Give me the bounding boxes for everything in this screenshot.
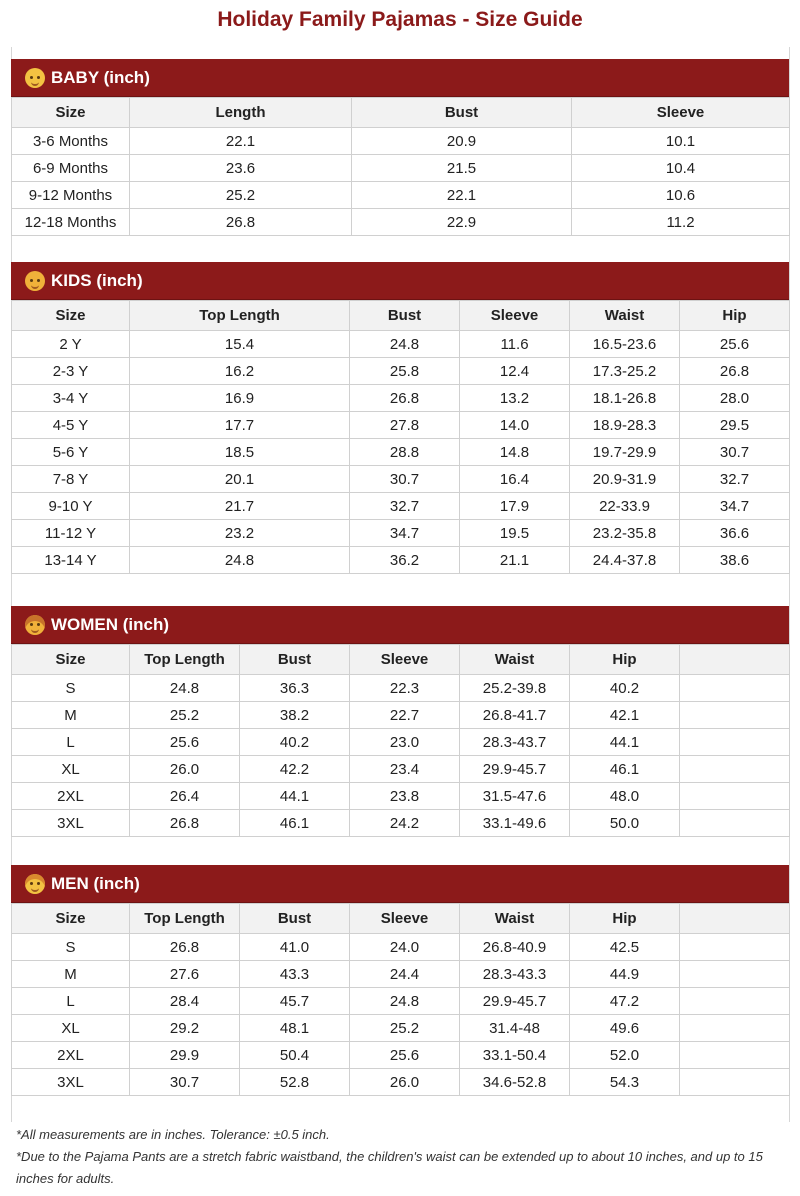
measurement-cell: 24.4-37.8 xyxy=(570,547,680,574)
measurement-cell: 52.8 xyxy=(240,1069,350,1096)
women-header-row xyxy=(12,645,790,675)
table-row xyxy=(12,547,790,574)
measurement-cell: 24.2 xyxy=(350,810,460,837)
table-row xyxy=(12,729,790,756)
measurement-cell: 48.1 xyxy=(240,1015,350,1042)
table-row xyxy=(12,810,790,837)
measurement-cell: 41.0 xyxy=(240,934,350,961)
page-title: Holiday Family Pajamas - Size Guide xyxy=(217,8,583,31)
table-row xyxy=(12,493,790,520)
measurement-cell: 32.7 xyxy=(350,493,460,520)
table-row xyxy=(12,412,790,439)
column-header: Length xyxy=(130,98,352,128)
kids-size-table xyxy=(11,300,790,574)
column-header: Waist xyxy=(570,301,680,331)
measurement-cell: 49.6 xyxy=(570,1015,680,1042)
size-cell: S xyxy=(12,675,130,702)
column-header: Waist xyxy=(460,645,570,675)
women-section xyxy=(11,606,789,837)
size-cell: 2XL xyxy=(12,1042,130,1069)
measurement-cell: 18.9-28.3 xyxy=(570,412,680,439)
size-cell: XL xyxy=(12,1015,130,1042)
measurement-cell: 40.2 xyxy=(570,675,680,702)
table-row xyxy=(12,520,790,547)
measurement-cell: 18.5 xyxy=(130,439,350,466)
baby-face-icon xyxy=(25,68,45,88)
size-cell: L xyxy=(12,729,130,756)
measurement-cell: 25.2-39.8 xyxy=(460,675,570,702)
measurement-cell xyxy=(680,1015,790,1042)
measurement-cell: 11.6 xyxy=(460,331,570,358)
measurement-cell: 26.8-41.7 xyxy=(460,702,570,729)
measurement-cell: 26.4 xyxy=(130,783,240,810)
men-size-table xyxy=(11,903,790,1096)
measurement-cell: 25.8 xyxy=(350,358,460,385)
measurement-cell: 16.2 xyxy=(130,358,350,385)
column-header xyxy=(680,645,790,675)
measurement-cell: 26.8 xyxy=(350,385,460,412)
size-cell: 3XL xyxy=(12,810,130,837)
women-section-title: WOMEN (inch) xyxy=(51,614,170,634)
measurement-cell: 23.2-35.8 xyxy=(570,520,680,547)
measurement-cell: 10.1 xyxy=(572,128,790,155)
column-header: Hip xyxy=(570,904,680,934)
table-row xyxy=(12,934,790,961)
measurement-cell: 46.1 xyxy=(570,756,680,783)
kids-section-title: KIDS (inch) xyxy=(51,270,143,290)
table-row xyxy=(12,1042,790,1069)
table-row xyxy=(12,675,790,702)
size-cell: 5-6 Y xyxy=(12,439,130,466)
size-cell: 12-18 Months xyxy=(12,209,130,236)
size-cell: 3-6 Months xyxy=(12,128,130,155)
measurement-cell: 21.5 xyxy=(352,155,572,182)
measurement-cell: 23.6 xyxy=(130,155,352,182)
measurement-cell: 20.9-31.9 xyxy=(570,466,680,493)
measurement-cell: 17.3-25.2 xyxy=(570,358,680,385)
measurement-cell: 29.9-45.7 xyxy=(460,988,570,1015)
measurement-cell: 44.9 xyxy=(570,961,680,988)
measurement-cell: 20.1 xyxy=(130,466,350,493)
measurement-cell: 14.0 xyxy=(460,412,570,439)
measurement-cell: 42.2 xyxy=(240,756,350,783)
measurement-cell: 34.7 xyxy=(350,520,460,547)
baby-size-table xyxy=(11,97,790,236)
measurement-cell xyxy=(680,934,790,961)
size-cell: 2-3 Y xyxy=(12,358,130,385)
note-tolerance: *All measurements are in inches. Tolerance: ±0.5 inch. xyxy=(16,1127,330,1142)
measurement-cell xyxy=(680,756,790,783)
measurement-cell: 19.7-29.9 xyxy=(570,439,680,466)
size-cell: 2 Y xyxy=(12,331,130,358)
measurement-cell: 38.6 xyxy=(680,547,790,574)
child-face-icon xyxy=(25,271,45,291)
table-row xyxy=(12,466,790,493)
column-header: Waist xyxy=(460,904,570,934)
size-cell: L xyxy=(12,988,130,1015)
column-header: Sleeve xyxy=(572,98,790,128)
measurement-cell: 48.0 xyxy=(570,783,680,810)
kids-section-header xyxy=(11,262,789,300)
measurement-cell: 50.0 xyxy=(570,810,680,837)
measurement-cell xyxy=(680,675,790,702)
measurement-cell: 36.3 xyxy=(240,675,350,702)
measurement-cell: 36.2 xyxy=(350,547,460,574)
measurement-cell: 24.0 xyxy=(350,934,460,961)
measurement-cell: 16.5-23.6 xyxy=(570,331,680,358)
size-cell: 7-8 Y xyxy=(12,466,130,493)
size-cell: M xyxy=(12,702,130,729)
measurement-cell: 12.4 xyxy=(460,358,570,385)
measurement-cell: 22.1 xyxy=(130,128,352,155)
measurement-cell: 25.6 xyxy=(680,331,790,358)
measurement-cell: 34.6-52.8 xyxy=(460,1069,570,1096)
measurement-cell: 24.4 xyxy=(350,961,460,988)
measurement-cell: 25.6 xyxy=(130,729,240,756)
size-cell: 11-12 Y xyxy=(12,520,130,547)
measurement-cell: 16.4 xyxy=(460,466,570,493)
table-row xyxy=(12,439,790,466)
table-row xyxy=(12,961,790,988)
measurement-cell xyxy=(680,729,790,756)
measurement-cell: 23.0 xyxy=(350,729,460,756)
measurement-cell: 50.4 xyxy=(240,1042,350,1069)
measurement-cell: 17.9 xyxy=(460,493,570,520)
table-row xyxy=(12,385,790,412)
measurement-cell xyxy=(680,988,790,1015)
measurement-cell: 29.9 xyxy=(130,1042,240,1069)
column-header: Bust xyxy=(350,301,460,331)
measurement-cell: 29.5 xyxy=(680,412,790,439)
baby-header-row xyxy=(12,98,790,128)
table-row xyxy=(12,331,790,358)
women-section-header xyxy=(11,606,789,644)
measurement-cell: 14.8 xyxy=(460,439,570,466)
measurement-cell: 42.5 xyxy=(570,934,680,961)
measurement-cell: 26.8 xyxy=(130,209,352,236)
measurement-cell: 32.7 xyxy=(680,466,790,493)
table-row xyxy=(12,209,790,236)
measurement-cell: 33.1-50.4 xyxy=(460,1042,570,1069)
measurement-cell: 17.7 xyxy=(130,412,350,439)
table-row xyxy=(12,358,790,385)
table-row xyxy=(12,155,790,182)
woman-face-icon xyxy=(25,615,45,635)
measurement-cell: 26.0 xyxy=(130,756,240,783)
size-cell: 3XL xyxy=(12,1069,130,1096)
measurement-cell: 26.8 xyxy=(680,358,790,385)
measurement-cell: 22.1 xyxy=(352,182,572,209)
measurement-cell: 30.7 xyxy=(680,439,790,466)
measurement-cell: 31.4-48 xyxy=(460,1015,570,1042)
measurement-cell: 21.7 xyxy=(130,493,350,520)
measurement-cell: 19.5 xyxy=(460,520,570,547)
note-waistband: *Due to the Pajama Pants are a stretch fabric waistband, the children's waist can be extended up to about 10 inches, and up to 15 inches for adults. xyxy=(16,1149,763,1186)
column-header: Top Length xyxy=(130,301,350,331)
table-row xyxy=(12,756,790,783)
measurement-cell: 26.8-40.9 xyxy=(460,934,570,961)
size-cell: 13-14 Y xyxy=(12,547,130,574)
measurement-cell: 25.2 xyxy=(130,182,352,209)
column-header: Hip xyxy=(680,301,790,331)
size-cell: S xyxy=(12,934,130,961)
measurement-cell: 26.0 xyxy=(350,1069,460,1096)
table-row xyxy=(12,783,790,810)
measurement-cell: 11.2 xyxy=(572,209,790,236)
measurement-cell: 15.4 xyxy=(130,331,350,358)
measurement-cell: 20.9 xyxy=(352,128,572,155)
table-row xyxy=(12,988,790,1015)
measurement-cell: 22.3 xyxy=(350,675,460,702)
column-header: Bust xyxy=(240,904,350,934)
measurement-cell: 10.4 xyxy=(572,155,790,182)
measurement-cell: 23.8 xyxy=(350,783,460,810)
baby-section-title: BABY (inch) xyxy=(51,67,150,87)
measurement-cell: 34.7 xyxy=(680,493,790,520)
measurement-cell: 30.7 xyxy=(350,466,460,493)
measurement-cell: 24.8 xyxy=(130,675,240,702)
measurement-cell: 21.1 xyxy=(460,547,570,574)
measurement-cell xyxy=(680,1042,790,1069)
women-size-table xyxy=(11,644,790,837)
measurement-cell: 25.2 xyxy=(350,1015,460,1042)
measurement-cell: 28.0 xyxy=(680,385,790,412)
column-header: Sleeve xyxy=(350,904,460,934)
measurement-cell: 40.2 xyxy=(240,729,350,756)
measurement-cell: 22.7 xyxy=(350,702,460,729)
measurement-cell: 22-33.9 xyxy=(570,493,680,520)
size-cell: 6-9 Months xyxy=(12,155,130,182)
column-header: Sleeve xyxy=(350,645,460,675)
measurement-cell: 33.1-49.6 xyxy=(460,810,570,837)
measurement-cell: 45.7 xyxy=(240,988,350,1015)
measurement-cell: 31.5-47.6 xyxy=(460,783,570,810)
size-cell: 2XL xyxy=(12,783,130,810)
column-header: Top Length xyxy=(130,904,240,934)
column-header: Size xyxy=(12,904,130,934)
measurement-cell: 23.2 xyxy=(130,520,350,547)
measurement-cell: 46.1 xyxy=(240,810,350,837)
table-row xyxy=(12,1069,790,1096)
measurement-cell: 29.9-45.7 xyxy=(460,756,570,783)
measurement-cell: 47.2 xyxy=(570,988,680,1015)
measurement-cell: 10.6 xyxy=(572,182,790,209)
measurement-cell: 42.1 xyxy=(570,702,680,729)
measurement-cell: 44.1 xyxy=(240,783,350,810)
measurement-cell xyxy=(680,783,790,810)
size-cell: 9-10 Y xyxy=(12,493,130,520)
measurement-cell: 27.6 xyxy=(130,961,240,988)
measurement-cell: 24.8 xyxy=(350,988,460,1015)
measurement-cell: 23.4 xyxy=(350,756,460,783)
baby-section xyxy=(11,59,789,236)
measurement-cell: 24.8 xyxy=(130,547,350,574)
column-header: Bust xyxy=(240,645,350,675)
table-row xyxy=(12,1015,790,1042)
measurement-cell: 38.2 xyxy=(240,702,350,729)
measurement-cell xyxy=(680,961,790,988)
measurement-cell: 28.4 xyxy=(130,988,240,1015)
man-face-icon xyxy=(25,874,45,894)
baby-section-header xyxy=(11,59,789,97)
measurement-cell: 52.0 xyxy=(570,1042,680,1069)
table-row xyxy=(12,702,790,729)
measurement-cell: 28.3-43.7 xyxy=(460,729,570,756)
measurement-cell: 13.2 xyxy=(460,385,570,412)
measurement-cell: 25.2 xyxy=(130,702,240,729)
size-cell: 3-4 Y xyxy=(12,385,130,412)
men-header-row xyxy=(12,904,790,934)
men-section-title: MEN (inch) xyxy=(51,873,140,893)
table-row xyxy=(12,128,790,155)
measurement-cell: 26.8 xyxy=(130,810,240,837)
measurement-cell xyxy=(680,702,790,729)
kids-header-row xyxy=(12,301,790,331)
measurement-cell: 28.3-43.3 xyxy=(460,961,570,988)
column-header: Sleeve xyxy=(460,301,570,331)
column-header: Size xyxy=(12,301,130,331)
measurement-cell: 36.6 xyxy=(680,520,790,547)
table-row xyxy=(12,182,790,209)
size-cell: M xyxy=(12,961,130,988)
measurement-cell: 27.8 xyxy=(350,412,460,439)
measurement-cell: 24.8 xyxy=(350,331,460,358)
men-section-header xyxy=(11,865,789,903)
measurement-cell: 22.9 xyxy=(352,209,572,236)
column-header: Size xyxy=(12,645,130,675)
measurement-cell: 29.2 xyxy=(130,1015,240,1042)
measurement-cell: 26.8 xyxy=(130,934,240,961)
column-header: Hip xyxy=(570,645,680,675)
measurement-cell: 28.8 xyxy=(350,439,460,466)
column-header: Size xyxy=(12,98,130,128)
measurement-cell xyxy=(680,810,790,837)
measurement-cell: 44.1 xyxy=(570,729,680,756)
column-header xyxy=(680,904,790,934)
measurement-cell: 30.7 xyxy=(130,1069,240,1096)
size-cell: 4-5 Y xyxy=(12,412,130,439)
measurement-cell: 16.9 xyxy=(130,385,350,412)
measurement-cell: 43.3 xyxy=(240,961,350,988)
measurement-cell: 18.1-26.8 xyxy=(570,385,680,412)
measurement-cell: 54.3 xyxy=(570,1069,680,1096)
size-cell: 9-12 Months xyxy=(12,182,130,209)
kids-section xyxy=(11,262,789,574)
size-cell: XL xyxy=(12,756,130,783)
measurement-cell xyxy=(680,1069,790,1096)
men-section xyxy=(11,865,789,1096)
column-header: Bust xyxy=(352,98,572,128)
column-header: Top Length xyxy=(130,645,240,675)
measurement-cell: 25.6 xyxy=(350,1042,460,1069)
